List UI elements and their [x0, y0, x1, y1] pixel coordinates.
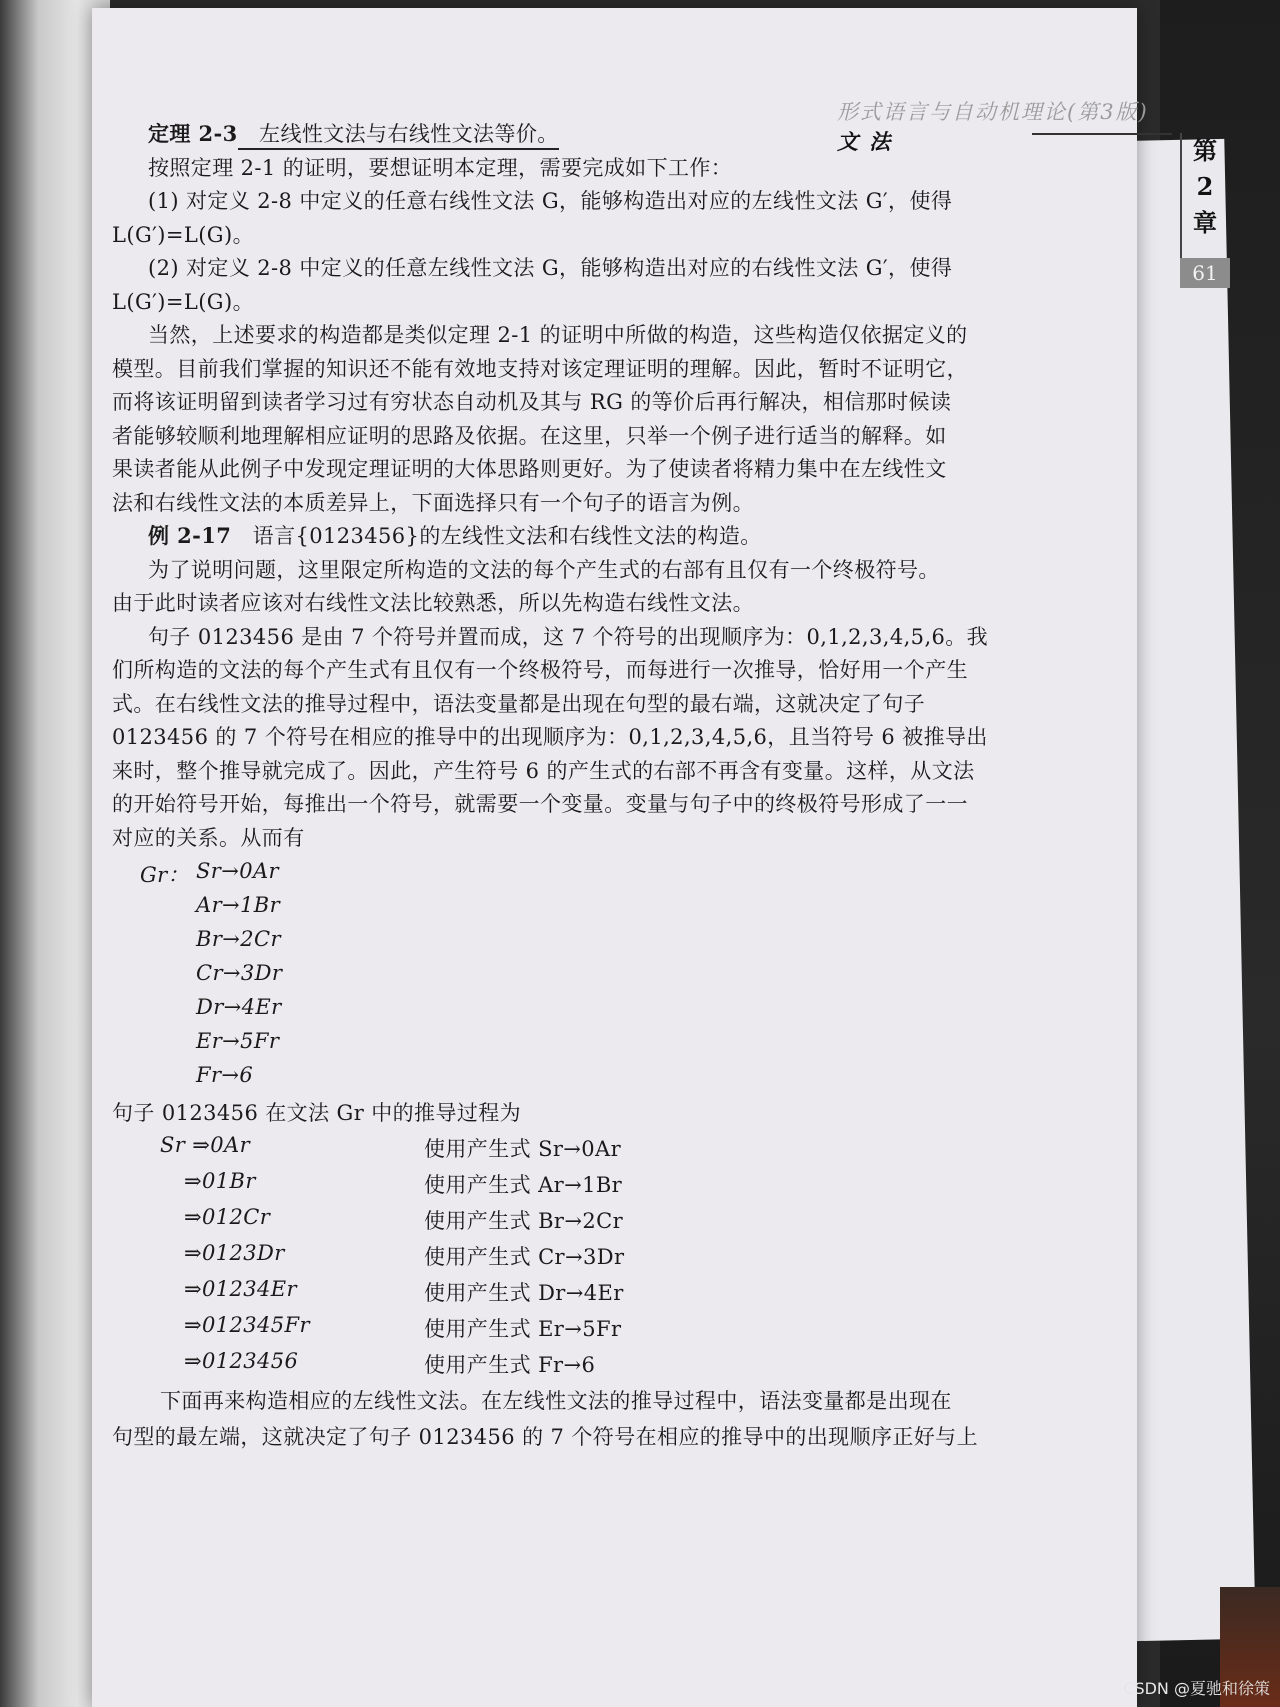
derivation-step: Sr ⇒0Ar — [160, 1133, 251, 1157]
derivation-step: ⇒0123456 — [184, 1349, 299, 1373]
derivation-step: ⇒012Cr — [184, 1205, 271, 1229]
chapter-char-3: 章 — [1193, 208, 1217, 237]
body-line: (1) 对定义 2-8 中定义的任意右线性文法 G，能够构造出对应的左线性文法 G′，使得 — [148, 189, 953, 213]
derivation-rule: 使用产生式 Er→5Fr — [424, 1317, 622, 1341]
body-line: 对应的关系。从而有 — [112, 825, 305, 850]
body-line: (2) 对定义 2-8 中定义的任意左线性文法 G，能够构造出对应的右线性文法 G′，使得 — [148, 256, 953, 280]
body-line — [148, 520, 762, 550]
body-line: L(G′)=L(G)。 — [112, 222, 254, 247]
production-rule: Br→2Cr — [196, 927, 281, 951]
body-line: 而将该证明留到读者学习过有穷状态自动机及其与 RG 的等价后再行解决，相信那时候读 — [112, 390, 952, 414]
body-line: 果读者能从此例子中发现定理证明的大体思路则更好。为了使读者将精力集中在左线性文 — [112, 457, 947, 481]
body-line: 句子 0123456 是由 7 个符号并置而成，这 7 个符号的出现顺序为：0,1,2,3,4,5,6。我 — [148, 624, 989, 649]
production-rule: Er→5Fr — [196, 1029, 280, 1053]
production-rule: Ar→1Br — [196, 893, 281, 917]
heading-text: 语言{0123456}的左线性文法和右线性文法的构造。 — [231, 524, 762, 548]
body-line: 由于此时读者应该对右线性文法比较熟悉，所以先构造右线性文法。 — [112, 591, 754, 615]
running-title-faded: 形式语言与自动机理论 — [837, 100, 1067, 124]
production-rule: Dr→4Er — [196, 995, 282, 1019]
derivation-rule: 使用产生式 Br→2Cr — [424, 1209, 624, 1233]
body-line: 按照定理 2-1 的证明，要想证明本定理，需要完成如下工作： — [148, 155, 733, 180]
body-line: 们所构造的文法的每个产生式有且仅有一个终极符号，而每进行一次推导，恰好用一个产生 — [112, 658, 968, 682]
derivation-rule: 使用产生式 Sr→0Ar — [424, 1137, 622, 1161]
body-line: 式。在右线性文法的推导过程中，语法变量都是出现在句型的最右端，这就决定了句子 — [112, 691, 926, 716]
closing-line: 下面再来构造相应的左线性文法。在左线性文法的推导过程中，语法变量都是出现在 — [160, 1389, 952, 1413]
running-header — [837, 96, 1167, 154]
body-line: L(G′)=L(G)。 — [112, 289, 254, 314]
production-rule: Sr→0Ar — [196, 859, 279, 883]
csdn-watermark: CSDN @夏驰和徐策 — [1123, 1679, 1270, 1698]
derivation-intro: 句子 0123456 在文法 Gr 中的推导过程为 — [112, 1101, 522, 1125]
chapter-char-1: 第 — [1193, 136, 1217, 165]
closing-line: 句型的最左端，这就决定了句子 0123456 的 7 个符号在相应的推导中的出现顺序正好与上 — [112, 1425, 978, 1449]
body-line: 法和右线性文法的本质差异上，下面选择只有一个句子的语言为例。 — [112, 490, 754, 515]
chapter-char-2: 2 — [1196, 172, 1214, 201]
derivation-rule: 使用产生式 Fr→6 — [424, 1353, 596, 1377]
body-line: 为了说明问题，这里限定所构造的文法的每个产生式的右部有且仅有一个终极符号。 — [148, 557, 940, 582]
heading-label: 例 2-17 — [148, 523, 232, 548]
derivation-rule: 使用产生式 Dr→4Er — [424, 1281, 624, 1305]
heading-text: 左线性文法与右线性文法等价。 — [238, 122, 559, 150]
page-number: 61 — [1180, 258, 1230, 288]
heading-label: 定理 2-3 — [148, 121, 238, 146]
body-line: 当然，上述要求的构造都是类似定理 2-1 的证明中所做的构造，这些构造仅依据定义的 — [148, 323, 968, 347]
body-line — [148, 118, 559, 148]
production-rule: Fr→6 — [196, 1063, 254, 1087]
production-rule: Cr→3Dr — [196, 961, 283, 985]
derivation-step: ⇒01234Er — [184, 1277, 297, 1301]
derivation-rule: 使用产生式 Ar→1Br — [424, 1173, 623, 1197]
derivation-step: ⇒0123Dr — [184, 1241, 285, 1265]
grammar-label: Gr： — [140, 863, 190, 887]
running-title: (第3版) — [1067, 100, 1149, 124]
body-line: 0123456 的 7 个符号在相应的推导中的出现顺序为：0,1,2,3,4,5,6，且当符号 6 被推导出 — [112, 725, 988, 749]
derivation-step: ⇒01Br — [184, 1169, 256, 1193]
body-line: 来时，整个推导就完成了。因此，产生符号 6 的产生式的右部不再含有变量。这样，从文法 — [112, 758, 975, 783]
body-line: 模型。目前我们掌握的知识还不能有效地支持对该定理证明的理解。因此，暂时不证明它， — [112, 356, 968, 381]
section-word: 文 法 — [837, 129, 893, 154]
derivation-step: ⇒012345Fr — [184, 1313, 310, 1337]
body-line: 的开始符号开始，每推出一个符号，就需要一个变量。变量与句子中的终极符号形成了一一 — [112, 792, 968, 816]
derivation-rule: 使用产生式 Cr→3Dr — [424, 1245, 625, 1269]
header-rule — [1032, 133, 1172, 135]
body-line: 者能够较顺利地理解相应证明的思路及依据。在这里，只举一个例子进行适当的解释。如 — [112, 423, 947, 448]
